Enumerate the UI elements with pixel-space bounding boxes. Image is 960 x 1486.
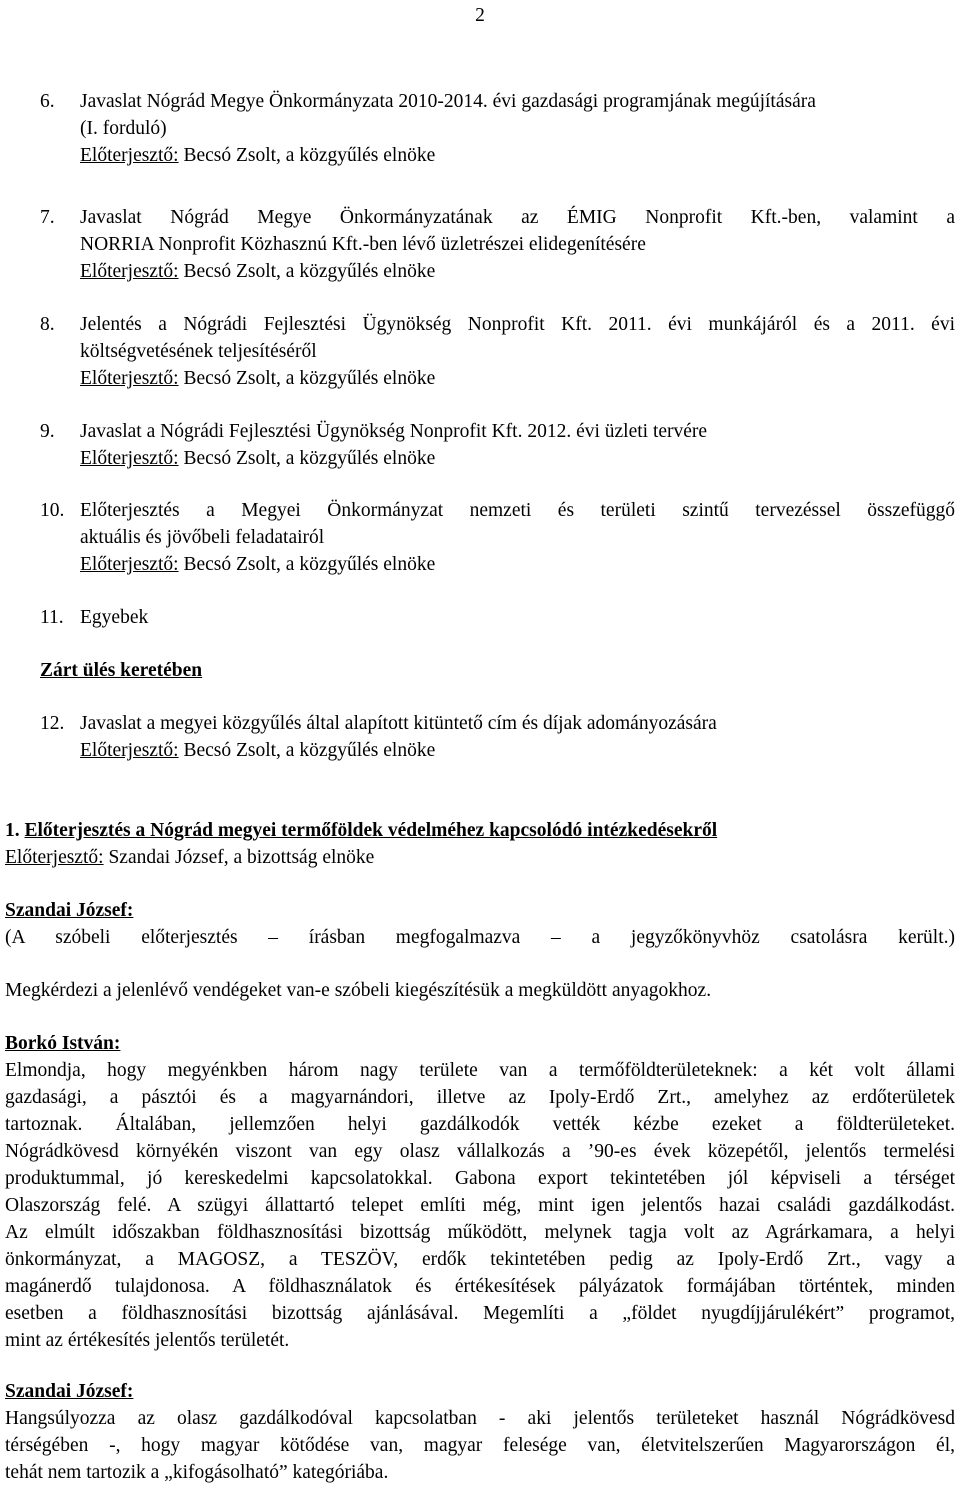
presenter-label: Előterjesztő: [80, 740, 179, 761]
agenda-number: 10. [40, 500, 65, 521]
closed-session-heading: Zárt ülés keretében [40, 660, 203, 681]
topic-number: 1. [5, 820, 20, 841]
topic-1-presenter [5, 844, 955, 871]
presenter-name: Becsó Zsolt, a közgyűlés elnöke [183, 368, 436, 389]
agenda-number: 7. [40, 207, 55, 228]
paragraph-szandai-1: (A szóbeli előterjesztés – írásban megfogalmazva – a jegyzőkönyvhöz csatolásra került.) [5, 927, 955, 948]
presenter-name: Becsó Zsolt, a közgyűlés elnöke [183, 145, 436, 166]
agenda-item-11 [40, 604, 955, 631]
agenda-number: 12. [40, 713, 65, 734]
agenda-item-9 [40, 418, 955, 472]
topic-1-title [5, 817, 955, 844]
text-line: Az elmúlt időszakban földhasznosítási bizottság működött, melynek tagja volt az Agrárkamara, a helyi [5, 1222, 955, 1243]
text-line: gazdasági, a pásztói és a magyarnándori, illetve az Ipoly-Erdő Zrt., amelyhez az erdőterületek [5, 1087, 955, 1108]
presenter-label: Előterjesztő: [80, 554, 179, 575]
agenda-number: 8. [40, 314, 55, 335]
speaker-szandai: Szandai József: [5, 900, 134, 921]
agenda-text-line: Jelentés a Nógrádi Fejlesztési Ügynökség Nonprofit Kft. 2011. évi munkájáról és a 2011. évi [80, 314, 955, 335]
text-line: Elmondja, hogy megyénkben három nagy területe van a termőföldterületeknek: a két volt állami [5, 1060, 955, 1081]
speaker-borko: Borkó István: [5, 1033, 121, 1054]
presenter-label: Előterjesztő: [5, 847, 104, 868]
agenda-text-line: (I. forduló) [80, 118, 167, 139]
presenter-line [80, 445, 955, 472]
text-line: tehát nem tartozik a „kifogásolható” kategóriába. [5, 1462, 389, 1483]
presenter-name: Szandai József, a bizottság elnöke [108, 847, 375, 868]
speaker-szandai-2: Szandai József: [5, 1381, 134, 1402]
agenda-number: 11. [40, 607, 64, 628]
text-line: önkormányzat, a MAGOSZ, a TESZÖV, erdők tekintetében pedig az Ipoly-Erdő Zrt., vagy a [5, 1249, 955, 1270]
presenter-name: Becsó Zsolt, a közgyűlés elnöke [183, 740, 436, 761]
text-line: esetben a földhasznosítási bizottság ajánlásával. Megemlíti a „földet nyugdíjjárulékért” programot, [5, 1303, 955, 1324]
agenda-text-line: aktuális és jövőbeli feladatairól [80, 527, 325, 548]
presenter-label: Előterjesztő: [80, 261, 179, 282]
paragraph-question: Megkérdezi a jelenlévő vendégeket van-e szóbeli kiegészítésük a megküldött anyagokhoz. [5, 980, 712, 1001]
text-line: Hangsúlyozza az olasz gazdálkodóval kapcsolatban - aki jelentős területeket használ Nógrádkövesd [5, 1408, 955, 1429]
agenda-text-line: Javaslat Nógrád Megye Önkormányzatának az ÉMIG Nonprofit Kft.-ben, valamint a [80, 207, 955, 228]
presenter-line [80, 142, 955, 169]
paragraph-borko [5, 1057, 955, 1354]
agenda-item-8 [40, 311, 955, 392]
text-line: Nógrádkövesd környékén viszont van egy olasz vállalkozás a ’90-es évek közepétől, jelentős termelési [5, 1141, 955, 1162]
presenter-line [80, 365, 955, 392]
agenda-text-line: Javaslat a Nógrádi Fejlesztési Ügynökség Nonprofit Kft. 2012. évi üzleti tervére [80, 421, 708, 442]
agenda-text-line: Előterjesztés a Megyei Önkormányzat nemzeti és területi szintű tervezéssel összefüggő [80, 500, 955, 521]
presenter-line [80, 737, 955, 764]
presenter-name: Becsó Zsolt, a közgyűlés elnöke [183, 261, 436, 282]
text-line: mint az értékesítés jelentős területét. [5, 1330, 290, 1351]
text-line: magánerdő tulajdonosa. A földhasználatok és értékesítések pályázatok formájában történtek, minden [5, 1276, 955, 1297]
text-line: térségében -, hogy magyar kötődése van, magyar felesége van, életvitelszerűen Magyarországon él, [5, 1435, 955, 1456]
presenter-label: Előterjesztő: [80, 368, 179, 389]
presenter-name: Becsó Zsolt, a közgyűlés elnöke [183, 448, 436, 469]
agenda-text-line: Javaslat a megyei közgyűlés által alapított kitüntető cím és díjak adományozására [80, 713, 717, 734]
presenter-label: Előterjesztő: [80, 448, 179, 469]
agenda-text-line: költségvetésének teljesítéséről [80, 341, 317, 362]
presenter-name: Becsó Zsolt, a közgyűlés elnöke [183, 554, 436, 575]
agenda-item-7 [40, 204, 955, 285]
agenda-text-line: Javaslat Nógrád Megye Önkormányzata 2010-2014. évi gazdasági programjának megújítására [80, 91, 816, 112]
presenter-line [80, 551, 955, 578]
agenda-text-line: Egyebek [80, 607, 149, 628]
paragraph-szandai-2 [5, 1405, 955, 1486]
agenda-item-10 [40, 497, 955, 578]
agenda-item-6 [40, 88, 955, 169]
text-line: tartoznak. Általában, jellemzően helyi gazdálkodók vették kézbe ezeket a földterületeket. [5, 1114, 955, 1135]
agenda-number: 6. [40, 91, 55, 112]
presenter-label: Előterjesztő: [80, 145, 179, 166]
text-line: Olaszország felé. A szügyi állattartó telepet említi még, mint igen jelentős hazai családi gazdálkodást. [5, 1195, 955, 1216]
topic-title: Előterjesztés a Nógrád megyei termőföldek védelméhez kapcsolódó intézkedésekről [24, 820, 718, 841]
page-number: 2 [475, 5, 485, 26]
agenda-item-12 [40, 710, 955, 764]
presenter-line [80, 258, 955, 285]
text-line: produktummal, jó kereskedelmi kapcsolatokkal. Gabona export tekintetében jól képviseli a térséget [5, 1168, 955, 1189]
agenda-number: 9. [40, 421, 55, 442]
agenda-text-line: NORRIA Nonprofit Közhasznú Kft.-ben lévő üzletrészei elidegenítésére [80, 234, 646, 255]
